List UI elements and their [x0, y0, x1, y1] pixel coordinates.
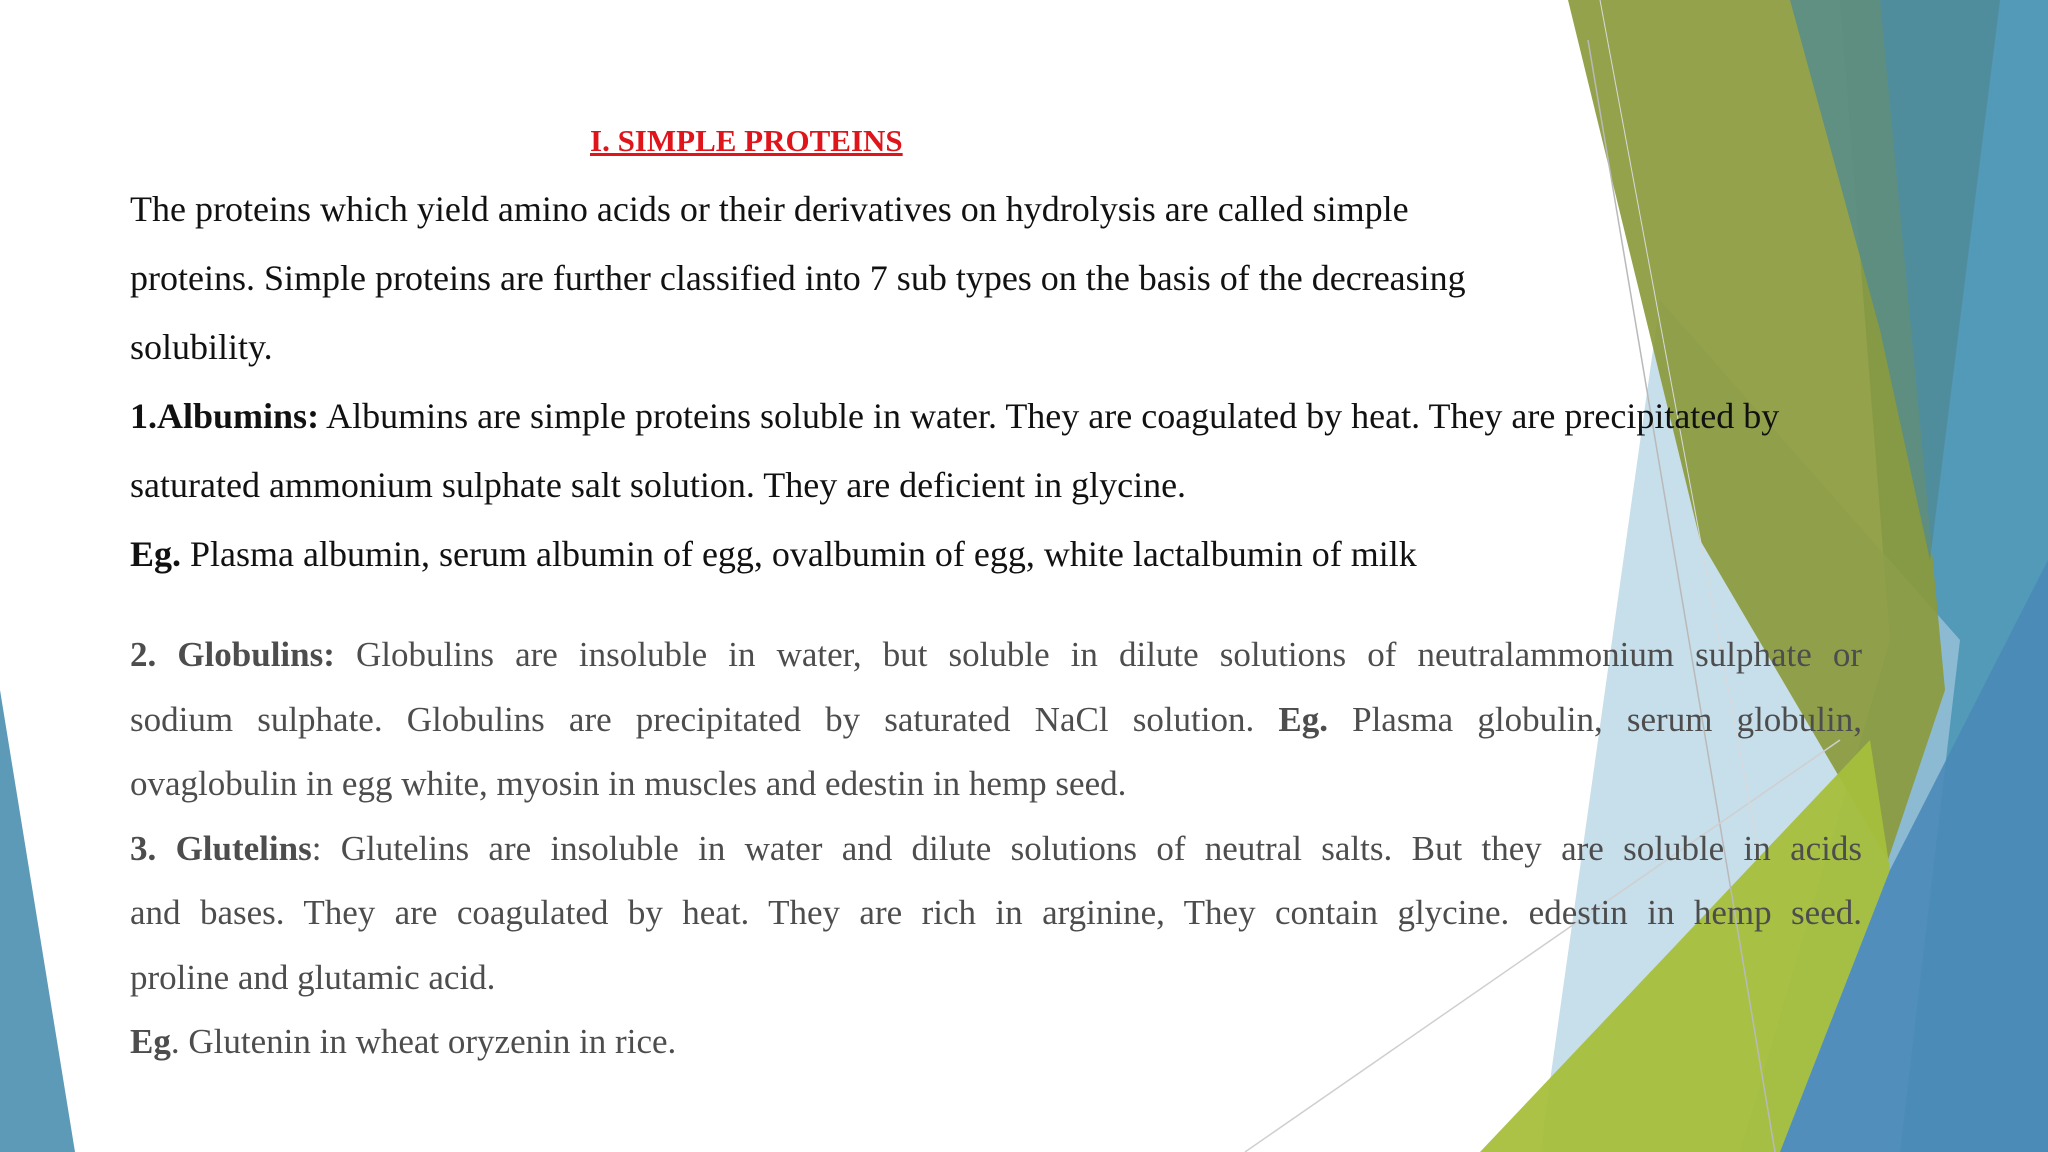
globulins-line-2: [130, 688, 1862, 753]
intro-and-albumins-block: [130, 175, 1779, 589]
albumins-line-1-text: Albumins are simple proteins soluble in water. They are coagulated by heat. They are precipitated by: [319, 396, 1780, 436]
globulins-heading: 2. Globulins:: [130, 635, 335, 674]
glutelins-heading: 3. Glutelins: [130, 828, 312, 868]
globulins-line-2-start: sodium sulphate. Globulins are precipitated by saturated NaCl solution.: [130, 699, 1279, 739]
albumins-line-2: saturated ammonium sulphate salt solution. They are deficient in glycine.: [130, 465, 1187, 505]
intro-line-1: The proteins which yield amino acids or their derivatives on hydrolysis are called simple: [130, 189, 1409, 229]
glutelins-line-3: proline and glutamic acid.: [130, 957, 496, 997]
glutelins-eg-text: . Glutenin in wheat oryzenin in rice.: [170, 1022, 677, 1061]
glutelins-line-1-text: : Glutelins are insoluble in water and dilute solutions of neutral salts. But they are soluble in acids: [311, 828, 1862, 868]
albumins-heading: 1.Albumins:: [130, 396, 320, 436]
albumins-eg-text: Plasma albumin, serum albumin of egg, ovalbumin of egg, white lactalbumin of milk: [181, 534, 1417, 574]
glutelins-example: [130, 1010, 1862, 1075]
globulins-line-1-text: Globulins are insoluble in water, but soluble in dilute solutions of neutralammonium sulphate or: [334, 635, 1862, 674]
albumins-example: [130, 520, 1779, 589]
glutelins-eg-label: Eg: [130, 1022, 171, 1061]
intro-line-3: solubility.: [130, 327, 273, 367]
intro-line-2: proteins. Simple proteins are further classified into 7 sub types on the basis of the decreasing: [130, 258, 1466, 298]
globulins-line-3: ovaglobulin in egg white, myosin in muscles and edestin in hemp seed.: [130, 764, 1127, 803]
left-teal-shape: [0, 690, 75, 1152]
slide-title: I. SIMPLE PROTEINS: [590, 123, 903, 158]
albumins-eg-label: Eg.: [130, 534, 182, 574]
globulins-eg-label: Eg.: [1278, 699, 1328, 739]
globulins-line-1: [130, 623, 1862, 688]
globulins-and-glutelins-block: [130, 623, 1862, 1075]
albumins-line-1: [130, 382, 1779, 451]
glutelins-line-2: and bases. They are coagulated by heat. They are rich in arginine, They contain glycine. edestin in hemp seed.: [130, 893, 1862, 932]
globulins-line-2-end: Plasma globulin, serum globulin,: [1327, 699, 1862, 739]
glutelins-line-1: [130, 817, 1862, 882]
